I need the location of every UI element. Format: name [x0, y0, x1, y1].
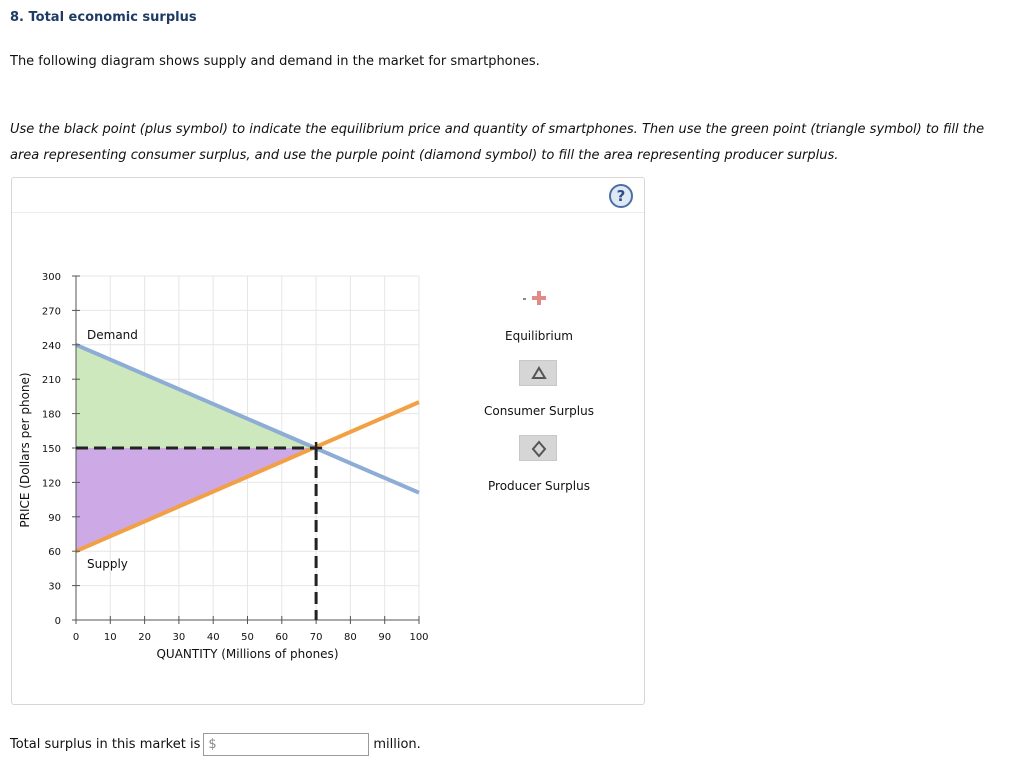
- x-tick-label-3: 30: [172, 632, 186, 643]
- answer-unit: million.: [373, 737, 421, 752]
- currency-symbol: $: [208, 737, 217, 752]
- answer-prefix: Total surplus in this market is: [10, 737, 201, 752]
- x-tick-label-9: 90: [378, 632, 392, 643]
- y-tick-label-9: 270: [41, 306, 61, 318]
- y-tick-label-7: 210: [41, 375, 61, 387]
- legend-producer-surplus-label: Producer Surplus: [488, 479, 590, 493]
- graph-panel: [11, 177, 645, 705]
- legend-equilibrium-label: Equilibrium: [505, 329, 573, 343]
- x-tick-label-7: 70: [309, 632, 323, 643]
- y-tick-label-1: 30: [48, 581, 61, 593]
- y-tick-label-8: 240: [41, 340, 61, 352]
- diamond-icon: [520, 436, 558, 462]
- plus-icon: [532, 291, 546, 305]
- supply-annotation: Supply: [87, 557, 128, 572]
- legend-consumer-surplus-label: Consumer Surplus: [484, 404, 594, 418]
- question-instructions: Use the black point (plus symbol) to indicate the equilibrium price and quantity of smartphones. Then use the green point (triangle symbol) to fill the area representing consumer surplus, and use the purple point (diamond symbol) to fill the area representing producer surplus.: [10, 122, 985, 163]
- y-tick-label-6: 180: [41, 409, 61, 421]
- x-tick-label-1: 10: [103, 632, 117, 643]
- question-intro: The following diagram shows supply and demand in the market for smartphones.: [10, 54, 540, 69]
- x-tick-label-2: 20: [138, 632, 151, 643]
- y-tick-label-2: 60: [48, 547, 61, 559]
- producer-surplus-tool[interactable]: [519, 435, 557, 461]
- equilibrium-tool[interactable]: [523, 291, 546, 305]
- question-title: 8. Total economic surplus: [10, 10, 197, 25]
- x-tick-label-6: 60: [275, 632, 289, 643]
- x-tick-label-4: 40: [206, 632, 220, 643]
- x-tick-label-5: 50: [241, 632, 254, 643]
- help-button[interactable]: ?: [609, 184, 633, 208]
- total-surplus-input[interactable]: [217, 735, 357, 755]
- answer-row: [10, 733, 421, 756]
- y-tick-label-3: 90: [48, 512, 61, 524]
- x-axis-label: QUANTITY (Millions of phones): [156, 647, 339, 661]
- consumer-surplus-tool[interactable]: [519, 360, 557, 386]
- x-tick-label-8: 80: [344, 632, 357, 643]
- y-tick-label-0: 0: [54, 616, 61, 627]
- x-tick-label-0: 0: [72, 632, 80, 643]
- triangle-icon: [520, 361, 558, 387]
- y-tick-label-4: 120: [41, 478, 61, 490]
- x-tick-label-10: 100: [409, 632, 429, 643]
- total-surplus-field-box: [203, 733, 369, 756]
- demand-annotation: Demand: [87, 327, 138, 342]
- y-tick-label-10: 300: [41, 272, 61, 283]
- y-tick-label-5: 150: [41, 444, 61, 455]
- y-axis-label: PRICE (Dollars per phone): [18, 372, 32, 528]
